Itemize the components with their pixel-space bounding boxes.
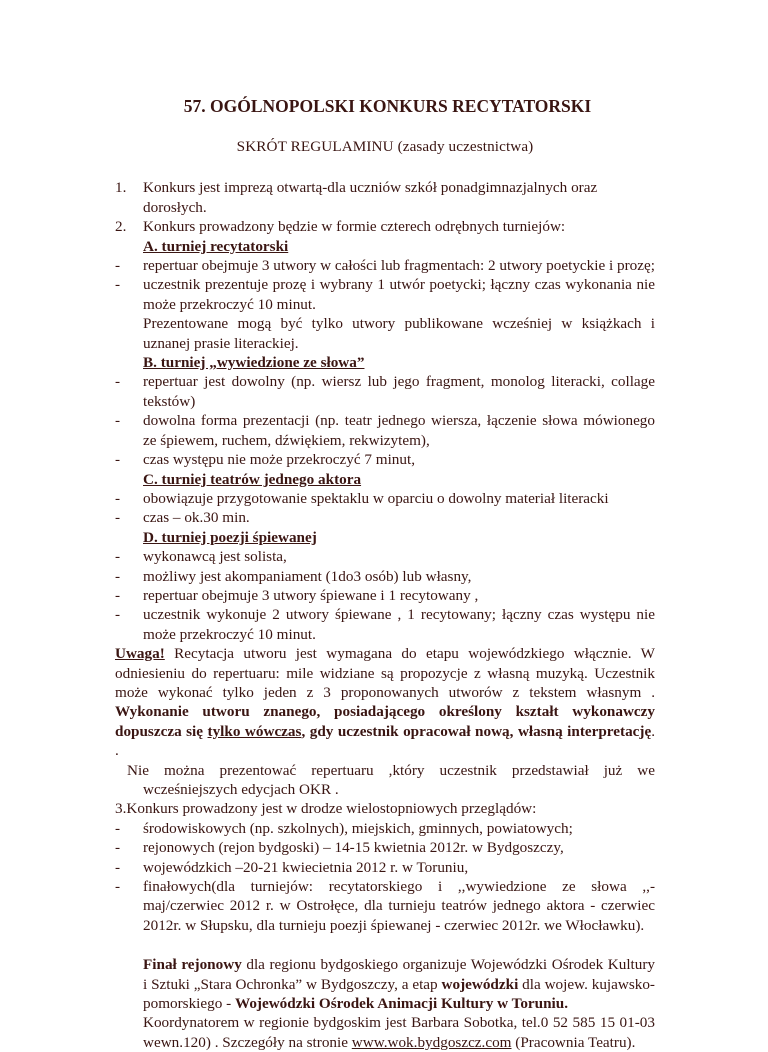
section-heading-c: C. turniej teatrów jednego aktora — [143, 470, 362, 488]
bullet-text: finałowych(dla turniejów: recytatorskiego i ,,wywiedzione ze słowa ,,- maj/czerwiec 2012 r. w Ostrołęce, dla turnieju teatrów jednego aktora - czerwiec 2012r. w Słupsku, dla turnieju poezji śpiewanej - czerwiec 2012r. we Włocławku). — [143, 878, 655, 934]
final-bold-text: Wojewódzki Ośrodek Animacji Kultury w Toruniu. — [234, 995, 569, 1013]
dash-marker: - — [115, 257, 121, 275]
dash-marker: - — [115, 586, 121, 604]
list-marker: 1. — [115, 179, 127, 197]
dash-marker: - — [115, 373, 121, 391]
bullet-text: obowiązuje przygotowanie spektaklu w oparciu o dowolny materiał literacki — [143, 489, 609, 507]
bullet-item — [115, 256, 655, 275]
bullet-item — [115, 508, 655, 527]
list-marker: 2. — [115, 218, 127, 236]
document-title: 57. OGÓLNOPOLSKI KONKURS RECYTATORSKI — [183, 96, 592, 116]
note-text: Recytacja utworu jest wymagana do etapu wojewódzkiego włącznie. W odniesieniu do repertuaru: mile widziane są propozycje z własną muzyką. Uczestnik może wykonać tylko jeden z 3 proponowanych utworów z tekstem własnym . — [115, 645, 655, 701]
bullet-text: możliwy jest akompaniament (1do3 osób) lub własny, — [143, 567, 472, 585]
section-note: Prezentowane mogą być tylko utwory publikowane wcześniej w książkach i uznanej prasie literackiej. — [143, 315, 655, 352]
bullet-item — [115, 858, 655, 877]
website-link[interactable]: www.wok.bydgoszcz.com — [351, 1033, 512, 1051]
list-item-2 — [115, 217, 655, 236]
bullet-item — [115, 586, 655, 605]
note-repeat-paragraph: Nie można prezentować repertuaru ,który uczestnik przedstawiał już we wcześniejszych edycjach OKR . — [127, 761, 655, 798]
bullet-item — [115, 411, 655, 450]
document-page — [115, 95, 655, 1052]
section-heading-a: A. turniej recytatorski — [143, 237, 289, 255]
bullet-item — [115, 489, 655, 508]
final-text: (Pracownia Teatru). — [511, 1033, 636, 1051]
bullet-text: repertuar jest dowolny (np. wiersz lub jego fragment, monolog literacki, collage tekstów) — [143, 373, 655, 410]
bullet-item — [115, 605, 655, 644]
note-label: Uwaga! — [115, 645, 165, 663]
dash-marker: - — [115, 548, 121, 566]
bullet-item — [115, 838, 655, 857]
bullet-item — [115, 372, 655, 411]
bullet-text: wojewódzkich –20-21 kwiecietnia 2012 r. w Toruniu, — [143, 858, 469, 876]
list-item-text: Konkurs jest imprezą otwartą-dla uczniów szkół ponadgimnazjalnych oraz dorosłych. — [143, 179, 598, 216]
list-item-3: 3.Konkurs prowadzony jest w drodze wielostopniowych przeglądów: — [115, 800, 537, 818]
bullet-item — [115, 275, 655, 314]
dash-marker: - — [115, 451, 121, 469]
dash-marker: - — [115, 878, 121, 896]
final-paragraph — [115, 955, 655, 1052]
final-bold-text: Finał rejonowy — [143, 956, 242, 974]
bullet-text: rejonowych (rejon bydgoski) – 14-15 kwietnia 2012r. w Bydgoszczy, — [143, 839, 564, 857]
dash-marker: - — [115, 489, 121, 507]
note-bold-text: , gdy uczestnik opracował nową, własną interpretację — [301, 722, 652, 740]
note-bold-underlined: tylko wówczas — [207, 722, 302, 740]
bullet-text: wykonawcą jest solista, — [143, 548, 287, 566]
bullet-text: czas – ok.30 min. — [143, 509, 250, 527]
final-text: dla wojew. kujawsko-pomorskiego - — [143, 975, 655, 1013]
final-text: dla regionu bydgoskiego organizuje Wojewódzki Ośrodek Kultury i Sztuki „Stara Ochronka” w Bydgoszczy, a etap — [143, 956, 656, 993]
dash-marker: - — [115, 819, 121, 837]
final-text: Koordynatorem w regionie bydgoskim jest Barbara Sobotka, tel.0 52 585 15 01-03 wewn.120) . Szczegóły na stronie — [143, 1014, 655, 1051]
dash-marker: - — [115, 412, 121, 430]
note-paragraph — [115, 644, 655, 760]
bullet-text: dowolna forma prezentacji (np. teatr jednego wiersza, łączenie słowa mówionego ze śpiewem, ruchem, dźwiękiem, rekwizytem), — [143, 412, 655, 449]
bullet-text: uczestnik prezentuje prozę i wybrany 1 utwór poetycki; łączny czas wykonania nie może przekroczyć 10 minut. — [143, 276, 655, 313]
dash-marker: - — [115, 509, 121, 527]
dash-marker: - — [115, 606, 121, 624]
bullet-text: czas występu nie może przekroczyć 7 minut, — [143, 451, 416, 469]
bullet-text: środowiskowych (np. szkolnych), miejskich, gminnych, powiatowych; — [143, 819, 573, 837]
bullet-text: repertuar obejmuje 3 utwory w całości lub fragmentach: 2 utwory poetyckie i prozę; — [143, 257, 655, 275]
bullet-item — [115, 819, 655, 838]
document-subtitle: SKRÓT REGULAMINU (zasady uczestnictwa) — [236, 138, 534, 155]
bullet-item — [115, 567, 655, 586]
bullet-text: uczestnik wykonuje 2 utwory śpiewane , 1 recytowany; łączny czas występu nie może przekroczyć 10 minut. — [143, 606, 655, 643]
section-heading-d: D. turniej poezji śpiewanej — [143, 528, 317, 546]
note-text: . . — [115, 722, 656, 760]
bullet-item — [115, 547, 655, 566]
final-bold-text: wojewódzki — [441, 975, 519, 993]
bullet-text: repertuar obejmuje 3 utwory śpiewane i 1 recytowany , — [143, 586, 479, 604]
dash-marker: - — [115, 858, 121, 876]
dash-marker: - — [115, 567, 121, 585]
bullet-item — [115, 450, 655, 469]
section-heading-b: B. turniej „wywiedzione ze słowa” — [143, 354, 365, 372]
dash-marker: - — [115, 839, 121, 857]
note-bold-text: Wykonanie utworu znanego, posiadającego określony kształt wykonawczy dopuszcza się — [115, 703, 655, 740]
list-item-text: Konkurs prowadzony będzie w formie czterech odrębnych turniejów: — [143, 218, 566, 236]
list-item-1 — [115, 178, 655, 217]
bullet-item — [115, 877, 655, 935]
dash-marker: - — [115, 276, 121, 294]
